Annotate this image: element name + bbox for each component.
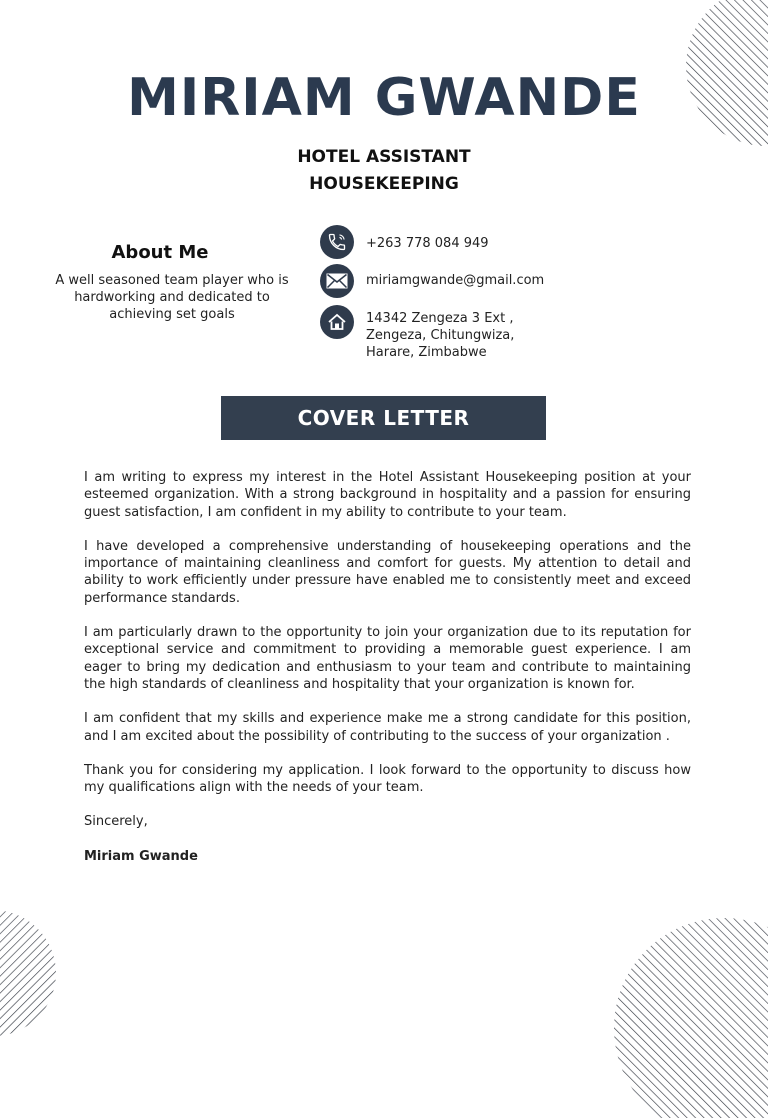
phone-number: +263 778 084 949 (366, 236, 489, 251)
about-me-heading: About Me (111, 242, 209, 263)
address-line-1: 14342 Zengeza 3 Ext , (366, 311, 514, 326)
letter-paragraph-5: Thank you for considering my application. I look forward to the opportunity to discuss how my qualifications align with the needs of your team. (84, 762, 691, 796)
home-icon (320, 305, 354, 339)
cover-letter-banner: COVER LETTER (221, 396, 546, 440)
letter-closing: Sincerely, (84, 814, 148, 830)
address-line-3: Harare, Zimbabwe (366, 345, 487, 360)
letter-signature: Miriam Gwande (84, 848, 198, 864)
letter-paragraph-3: I am particularly drawn to the opportunity to join your organization due to its reputation for exceptional service and commitment to providing a memorable guest experience. I am eager to bring my dedication and enthusiasm to your team and contribute to maintaining the high standards of cleanliness and hospitality that your organization is known for. (84, 625, 691, 692)
letter-paragraph-2: I have developed a comprehensive understanding of housekeeping operations and the importance of maintaining cleanliness and comfort for guests. My attention to detail and ability to work efficiently under pressure have enabled me to consistently meet and exceed performance standards. (84, 538, 691, 606)
job-title-line-1: HOTEL ASSISTANT (297, 147, 471, 167)
address-line-2: Zengeza, Chitungwiza, (366, 328, 515, 343)
about-me-text: A well seasoned team player who is hardworking and dedicated to achieving set goals (55, 273, 289, 322)
letter-paragraph-1: I am writing to express my interest in the Hotel Assistant Housekeeping position at your esteemed organization. With a strong background in hospitality and a passion for ensuring guest satisfaction, I am confident in my ability to contribute to your team. (84, 470, 691, 520)
letter-paragraph-4: I am confident that my skills and experience make me a strong candidate for this position, and I am excited about the possibility of contributing to the success of your organization . (84, 711, 691, 744)
decorative-hatch-circle-bottom-right (614, 918, 768, 1118)
phone-icon (320, 225, 354, 259)
email-address: miriamgwande@gmail.com (366, 273, 545, 288)
postal-address (366, 310, 514, 361)
candidate-name: MIRIAM GWANDE (127, 68, 641, 128)
job-title-line-2: HOUSEKEEPING (309, 174, 459, 194)
decorative-hatch-circle-bottom-left (0, 910, 56, 1036)
mail-icon (320, 264, 354, 298)
letter-body (84, 469, 691, 865)
